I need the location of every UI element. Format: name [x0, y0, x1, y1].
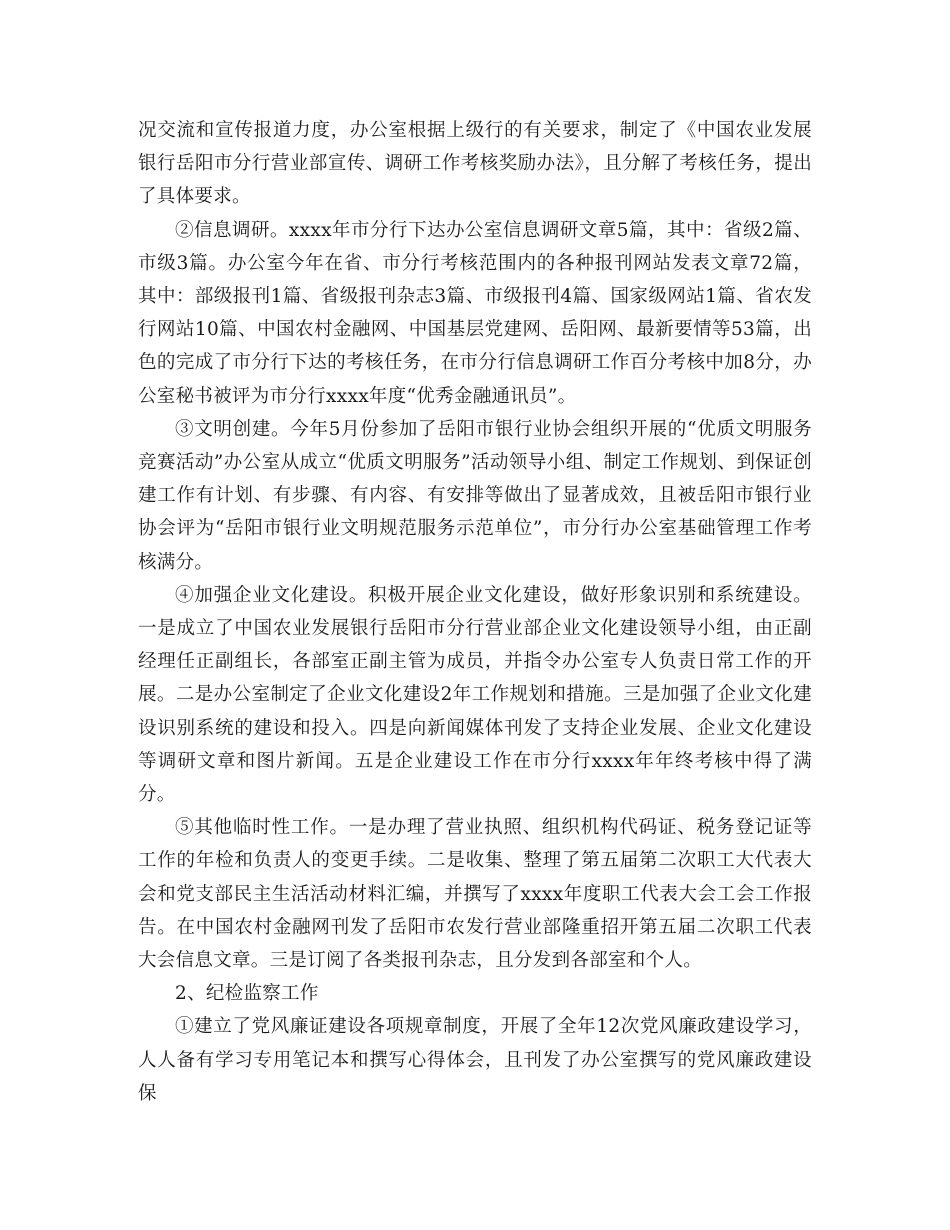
paragraph-discipline-rules: ①建立了党风廉证建设各项规章制度，开展了全年12次党风廉政建设学习，人人备有学习专用笔记本和撰写心得体会，且刊发了办公室撰写的党风廉政建设保	[138, 1016, 812, 1104]
paragraph-other-work: ⑤其他临时性工作。一是办理了营业执照、组织机构代码证、税务登记证等工作的年检和负责人的变更手续。二是收集、整理了第五届第二次职工大代表大会和党支部民主生活活动材料汇编，并撰写了xxxx年度职工代表大会工会工作报告。在中国农村金融网刊发了岳阳市农发行营业部隆重招开第五届二次职工代表大会信息文章。三是订阅了各类报刊杂志，且分发到各部室和个人。	[138, 817, 812, 972]
paragraph-info-research: ②信息调研。xxxx年市分行下达办公室信息调研文章5篇，其中：省级2篇、市级3篇。办公室今年在省、市分行考核范围内的各种报刊网站发表文章72篇，其中：部级报刊1篇、省级报刊杂志3篇、市级报刊4篇、国家级网站1篇、省农发行网站10篇、中国农村金融网、中国基层党建网、岳阳网、最新要情等53篇，出色的完成了市分行下达的考核任务，在市分行信息调研工作百分考核中加8分，办公室秘书被评为市分行xxxx年度“优秀金融通讯员”。	[138, 219, 812, 407]
section-heading-discipline: 2、纪检监察工作	[175, 983, 319, 1005]
paragraph-continuation: 况交流和宣传报道力度，办公室根据上级行的有关要求，制定了《中国农业发展银行岳阳市分行营业部宣传、调研工作考核奖励办法》，且分解了考核任务，提出了具体要求。	[138, 120, 812, 208]
paragraph-civilization-building: ③文明创建。今年5月份参加了岳阳市银行业协会组织开展的“优质文明服务竞赛活动”办公室从成立“优质文明服务”活动领导小组、制定工作规划、到保证创建工作有计划、有步骤、有内容、有安排等做出了显著成效，且被岳阳市银行业协会评为“岳阳市银行业文明规范服务示范单位”，市分行办公室基础管理工作考核满分。	[138, 418, 812, 573]
paragraph-corporate-culture: ④加强企业文化建设。积极开展企业文化建设，做好形象识别和系统建设。一是成立了中国农业发展银行岳阳市分行营业部企业文化建设领导小组，由正副经理任正副组长，各部室正副主管为成员，并指令办公室专人负责日常工作的开展。二是办公室制定了企业文化建设2年工作规划和措施。三是加强了企业文化建设识别系统的建设和投入。四是向新闻媒体刊发了支持企业发展、企业文化建设等调研文章和图片新闻。五是企业建设工作在市分行xxxx年年终考核中得了满分。	[138, 584, 812, 806]
